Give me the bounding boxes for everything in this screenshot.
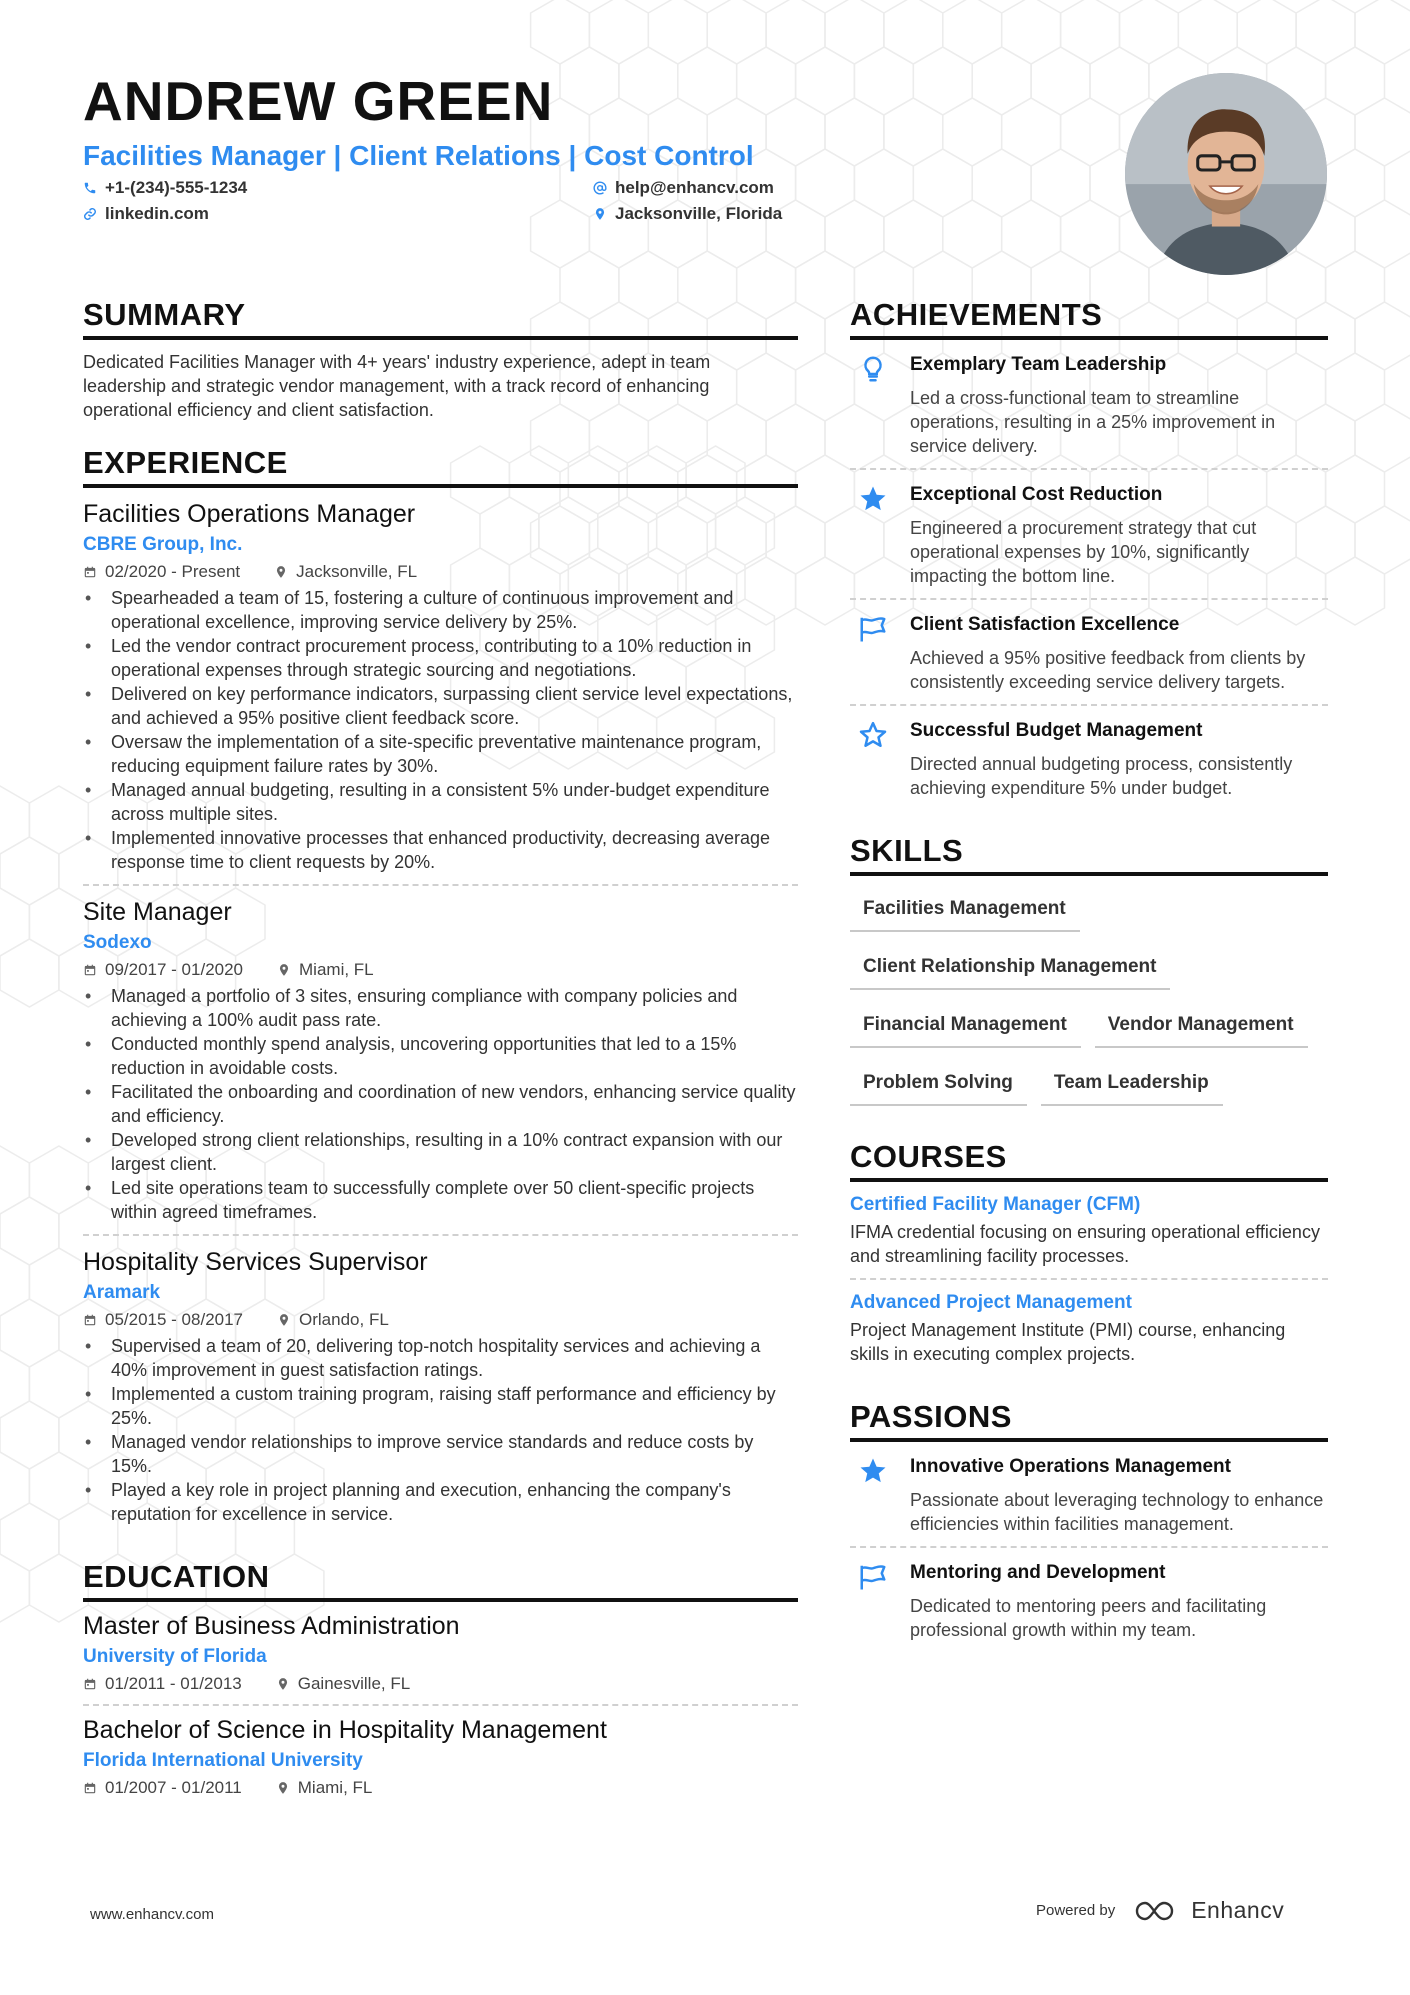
brand-logo[interactable] bbox=[1133, 1897, 1284, 1924]
achievements-list bbox=[850, 340, 1328, 810]
job-bullet: • Led site operations team to successfully complete over 50 client-specific projects within agreed timeframes. bbox=[83, 1176, 798, 1224]
experience-list bbox=[83, 488, 798, 1536]
achievement-item-title: Exceptional Cost Reduction bbox=[910, 484, 1163, 505]
course-title: Advanced Project Management bbox=[850, 1292, 1132, 1313]
education-entry bbox=[83, 1706, 798, 1808]
skill-tag: Client Relationship Management bbox=[850, 942, 1170, 990]
summary-heading: SUMMARY bbox=[83, 296, 798, 340]
education-meta bbox=[83, 1672, 798, 1696]
passion-item-body bbox=[910, 1454, 1328, 1536]
job-entry bbox=[83, 1236, 798, 1536]
company-name: Sodexo bbox=[83, 932, 152, 953]
education-dates-text: 01/2011 - 01/2013 bbox=[105, 1674, 242, 1693]
powered-by-text: Powered by bbox=[1036, 1902, 1116, 1919]
skill-tag: Team Leadership bbox=[1041, 1058, 1223, 1106]
contact-info bbox=[83, 178, 803, 224]
job-bullets bbox=[83, 984, 798, 1224]
job-entry bbox=[83, 488, 798, 886]
candidate-name: ANDREW GREEN bbox=[83, 70, 554, 132]
job-dates bbox=[83, 560, 240, 584]
calendar-icon bbox=[83, 963, 97, 977]
calendar-icon bbox=[83, 1781, 97, 1795]
map-pin-icon bbox=[276, 1677, 290, 1691]
job-bullet: • Spearheaded a team of 15, fostering a culture of continuous improvement and operational excellence, improving service delivery by 25%. bbox=[83, 586, 798, 634]
education-dates bbox=[83, 1672, 242, 1696]
star-filled-icon bbox=[850, 1454, 896, 1536]
achievements-heading: ACHIEVEMENTS bbox=[850, 296, 1328, 340]
lightbulb-icon bbox=[850, 352, 896, 458]
link-icon bbox=[83, 207, 97, 221]
job-dates-text: 05/2015 - 08/2017 bbox=[105, 1310, 244, 1329]
achievement-item bbox=[850, 470, 1328, 600]
job-meta bbox=[83, 560, 798, 584]
achievement-item-description: Engineered a procurement strategy that cut operational expenses by 10%, significantly impacting the bottom line. bbox=[910, 518, 1257, 586]
map-pin-icon bbox=[277, 1313, 291, 1327]
job-bullet: • Implemented innovative processes that enhanced productivity, decreasing average response time to client requests by 20%. bbox=[83, 826, 798, 874]
job-location-text: Miami, FL bbox=[299, 960, 374, 979]
job-bullet: • Managed vendor relationships to improve service standards and reduce costs by 15%. bbox=[83, 1430, 798, 1478]
flag-icon bbox=[850, 612, 896, 694]
at-icon bbox=[593, 181, 607, 195]
courses-heading: COURSES bbox=[850, 1138, 1328, 1182]
job-location-text: Jacksonville, FL bbox=[296, 562, 418, 581]
experience-section bbox=[83, 444, 798, 1536]
courses-section bbox=[850, 1138, 1328, 1376]
job-location bbox=[274, 560, 417, 584]
job-title: Facilities Operations Manager bbox=[83, 500, 416, 528]
email-text: help@enhancv.com bbox=[615, 178, 774, 197]
degree-title: Bachelor of Science in Hospitality Management bbox=[83, 1716, 607, 1744]
phone-contact[interactable] bbox=[83, 178, 593, 198]
achievement-item bbox=[850, 600, 1328, 706]
achievement-item-description: Achieved a 95% positive feedback from clients by consistently exceeding service delivery targets. bbox=[910, 648, 1306, 692]
passion-item-title: Innovative Operations Management bbox=[910, 1456, 1231, 1477]
job-dates bbox=[83, 1308, 243, 1332]
right-column bbox=[850, 296, 1328, 1674]
footer-website[interactable]: www.enhancv.com bbox=[90, 1906, 214, 1923]
job-bullets bbox=[83, 1334, 798, 1526]
course-item bbox=[850, 1182, 1328, 1280]
achievement-item-title: Exemplary Team Leadership bbox=[910, 354, 1167, 375]
education-heading: EDUCATION bbox=[83, 1558, 798, 1602]
star-outline-icon bbox=[850, 718, 896, 800]
achievement-item-title: Client Satisfaction Excellence bbox=[910, 614, 1180, 635]
education-entry bbox=[83, 1602, 798, 1706]
skill-tag: Financial Management bbox=[850, 1000, 1081, 1048]
job-bullet: • Led the vendor contract procurement process, contributing to a 10% reduction in operational expenses through strategic sourcing and negotiations. bbox=[83, 634, 798, 682]
map-pin-icon bbox=[277, 963, 291, 977]
job-bullet: • Played a key role in project planning and execution, enhancing the company's reputation for excellence in service. bbox=[83, 1478, 798, 1526]
candidate-title: Facilities Manager | Client Relations | Cost Control bbox=[83, 140, 754, 171]
location-text: Jacksonville, Florida bbox=[615, 204, 783, 223]
job-bullet: • Oversaw the implementation of a site-specific preventative maintenance program, reducing equipment failure rates by 30%. bbox=[83, 730, 798, 778]
company-name: CBRE Group, Inc. bbox=[83, 534, 243, 555]
achievement-item-body bbox=[910, 612, 1328, 694]
job-location-text: Orlando, FL bbox=[299, 1310, 389, 1329]
education-section bbox=[83, 1558, 798, 1808]
job-title: Site Manager bbox=[83, 898, 232, 926]
map-pin-icon bbox=[593, 207, 607, 221]
achievement-item-description: Directed annual budgeting process, consistently achieving expenditure 5% under budget. bbox=[910, 754, 1293, 798]
achievement-item bbox=[850, 340, 1328, 470]
achievement-item-body bbox=[910, 352, 1328, 458]
education-meta bbox=[83, 1776, 798, 1800]
job-dates-text: 09/2017 - 01/2020 bbox=[105, 960, 244, 979]
job-bullets bbox=[83, 586, 798, 874]
skill-tag: Vendor Management bbox=[1095, 1000, 1308, 1048]
job-location bbox=[277, 958, 374, 982]
calendar-icon bbox=[83, 1313, 97, 1327]
passion-item bbox=[850, 1548, 1328, 1652]
summary-text: Dedicated Facilities Manager with 4+ years' industry experience, adept in team leadership and strategic vendor management, with a track record of enhancing operational efficiency and client satisfaction. bbox=[83, 352, 711, 420]
achievement-item-body bbox=[910, 482, 1328, 588]
footer-branding bbox=[1036, 1897, 1284, 1924]
flag-icon bbox=[850, 1560, 896, 1642]
skill-tag: Problem Solving bbox=[850, 1058, 1027, 1106]
job-meta bbox=[83, 958, 798, 982]
left-column bbox=[83, 296, 798, 1830]
passion-item-body bbox=[910, 1560, 1328, 1642]
education-dates-text: 01/2007 - 01/2011 bbox=[105, 1778, 242, 1797]
education-location bbox=[276, 1672, 410, 1696]
passion-item bbox=[850, 1442, 1328, 1548]
job-dates-text: 02/2020 - Present bbox=[105, 562, 241, 581]
job-entry bbox=[83, 886, 798, 1236]
course-description: Project Management Institute (PMI) course, enhancing skills in executing complex projects. bbox=[850, 1320, 1286, 1364]
education-location-text: Gainesville, FL bbox=[297, 1674, 411, 1693]
course-title: Certified Facility Manager (CFM) bbox=[850, 1194, 1141, 1215]
course-description: IFMA credential focusing on ensuring operational efficiency and streamlining facility processes. bbox=[850, 1222, 1320, 1266]
experience-heading: EXPERIENCE bbox=[83, 444, 798, 488]
passions-section bbox=[850, 1398, 1328, 1652]
job-bullet: • Supervised a team of 20, delivering top-notch hospitality services and achieving a 40% improvement in guest satisfaction ratings. bbox=[83, 1334, 798, 1382]
map-pin-icon bbox=[276, 1781, 290, 1795]
calendar-icon bbox=[83, 565, 97, 579]
job-title: Hospitality Services Supervisor bbox=[83, 1248, 428, 1276]
skills-heading: SKILLS bbox=[850, 832, 1328, 876]
brand-name: Enhancv bbox=[1191, 1897, 1285, 1923]
linkedin-contact[interactable] bbox=[83, 204, 593, 224]
linkedin-text: linkedin.com bbox=[105, 204, 209, 223]
achievement-item-description: Led a cross-functional team to streamline operations, resulting in a 25% improvement in service delivery. bbox=[910, 388, 1276, 456]
passion-item-description: Dedicated to mentoring peers and facilitating professional growth within my team. bbox=[910, 1596, 1267, 1640]
education-list bbox=[83, 1602, 798, 1808]
achievement-item-title: Successful Budget Management bbox=[910, 720, 1203, 741]
job-bullet: • Conducted monthly spend analysis, uncovering opportunities that led to a 15% reduction in avoidable costs. bbox=[83, 1032, 798, 1080]
profile-photo bbox=[1125, 73, 1327, 275]
achievement-item-body bbox=[910, 718, 1328, 800]
resume-header bbox=[83, 70, 803, 224]
job-location bbox=[277, 1308, 389, 1332]
summary-section bbox=[83, 296, 798, 422]
passions-heading: PASSIONS bbox=[850, 1398, 1328, 1442]
star-filled-icon bbox=[850, 482, 896, 588]
job-bullet: • Facilitated the onboarding and coordination of new vendors, enhancing service quality and efficiency. bbox=[83, 1080, 798, 1128]
company-name: Aramark bbox=[83, 1282, 161, 1303]
location-contact bbox=[593, 204, 803, 224]
skills-list bbox=[850, 884, 1328, 1116]
phone-text: +1-(234)-555-1234 bbox=[105, 178, 248, 197]
achievement-item bbox=[850, 706, 1328, 810]
school-name: University of Florida bbox=[83, 1646, 267, 1667]
degree-title: Master of Business Administration bbox=[83, 1612, 460, 1640]
job-meta bbox=[83, 1308, 798, 1332]
job-bullet: • Managed a portfolio of 3 sites, ensuring compliance with company policies and achieving a 100% audit pass rate. bbox=[83, 984, 798, 1032]
email-contact[interactable] bbox=[593, 178, 803, 198]
job-bullet: • Managed annual budgeting, resulting in a consistent 5% under-budget expenditure across multiple sites. bbox=[83, 778, 798, 826]
skill-tag: Facilities Management bbox=[850, 884, 1080, 932]
phone-icon bbox=[83, 181, 97, 195]
passion-item-description: Passionate about leveraging technology to enhance efficiencies within facilities management. bbox=[910, 1490, 1324, 1534]
education-location-text: Miami, FL bbox=[297, 1778, 373, 1797]
courses-list bbox=[850, 1182, 1328, 1376]
job-dates bbox=[83, 958, 243, 982]
school-name: Florida International University bbox=[83, 1750, 363, 1771]
education-location bbox=[276, 1776, 373, 1800]
skills-section bbox=[850, 832, 1328, 1116]
course-item bbox=[850, 1280, 1328, 1376]
job-bullet: • Developed strong client relationships, resulting in a 10% contract expansion with our largest client. bbox=[83, 1128, 798, 1176]
job-bullet: • Implemented a custom training program, raising staff performance and efficiency by 25%. bbox=[83, 1382, 798, 1430]
job-bullet: • Delivered on key performance indicators, surpassing client service level expectations, and achieved a 95% positive client feedback score. bbox=[83, 682, 798, 730]
calendar-icon bbox=[83, 1677, 97, 1691]
passion-item-title: Mentoring and Development bbox=[910, 1562, 1166, 1583]
education-dates bbox=[83, 1776, 242, 1800]
achievements-section bbox=[850, 296, 1328, 810]
enhancv-logo-icon bbox=[1133, 1898, 1183, 1924]
map-pin-icon bbox=[274, 565, 288, 579]
passions-list bbox=[850, 1442, 1328, 1652]
